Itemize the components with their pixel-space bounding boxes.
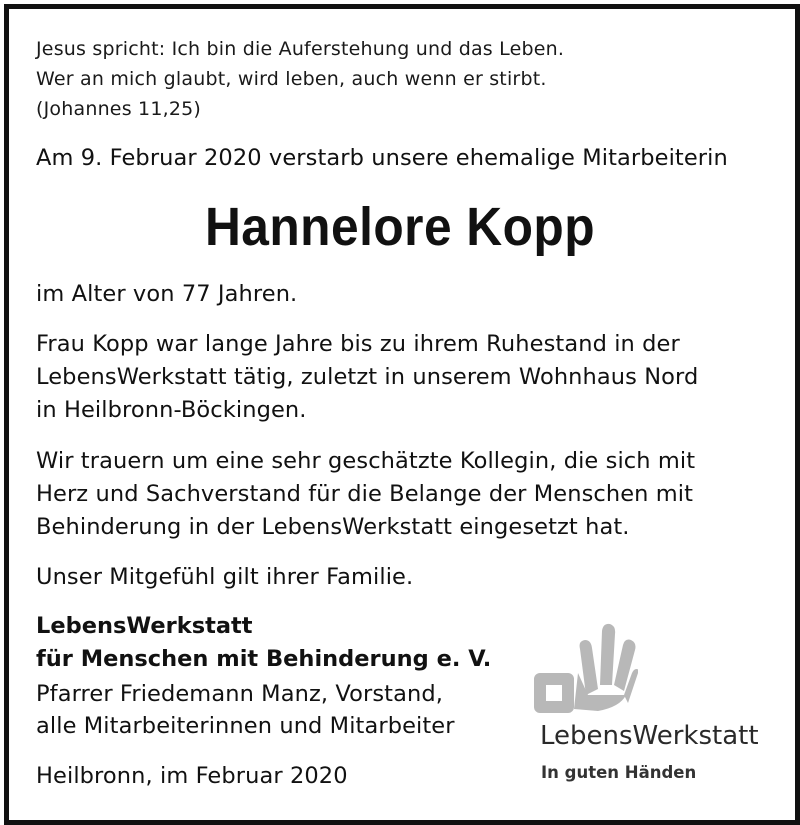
verse-reference: (Johannes 11,25) [36,98,202,120]
paragraph-1-line-3: in Heilbronn-Böckingen. [36,397,307,423]
verse-line-2: Wer an mich glaubt, wird leben, auch wenn er stirbt. [36,68,547,90]
condolence-text: Unser Mitgefühl gilt ihrer Familie. [36,564,414,590]
place-date: Heilbronn, im Februar 2020 [36,763,348,789]
paragraph-2-line-3: Behinderung in der LebensWerkstatt eingesetzt hat. [36,514,630,540]
logo [520,615,780,795]
paragraph-1-line-2: LebensWerkstatt tätig, zuletzt in unserem Wohnhaus Nord [36,364,699,390]
verse-line-1: Jesus spricht: Ich bin die Auferstehung und das Leben. [36,38,565,60]
paragraph-2-line-1: Wir trauern um eine sehr geschätzte Kollegin, die sich mit [36,448,696,474]
paragraph-1-line-1: Frau Kopp war lange Jahre bis zu ihrem Ruhestand in der [36,331,680,357]
intro-text: Am 9. Februar 2020 verstarb unsere ehemalige Mitarbeiterin [36,145,728,171]
org-subtitle: für Menschen mit Behinderung e. V. [36,646,492,672]
deceased-name: Hannelore Kopp [204,197,596,257]
logo-name: LebensWerkstatt [540,721,759,751]
hand-icon [528,615,638,715]
org-name: LebensWerkstatt [36,613,253,639]
paragraph-2-line-2: Herz und Sachverstand für die Belange der Menschen mit [36,481,694,507]
logo-tagline: In guten Händen [541,763,697,782]
age-text: im Alter von 77 Jahren. [36,281,298,307]
signatory-staff: alle Mitarbeiterinnen und Mitarbeiter [36,713,455,739]
signatory-person: Pfarrer Friedemann Manz, Vorstand, [36,681,443,707]
